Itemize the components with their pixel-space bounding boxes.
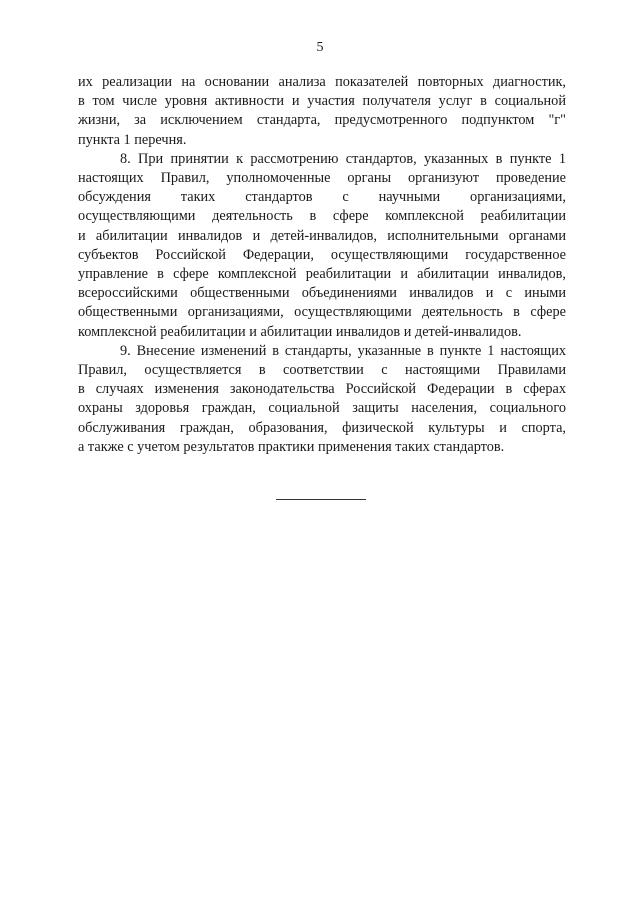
paragraph-continuation: [78, 73, 566, 150]
page-number: 5: [316, 40, 324, 55]
paragraph-item-8: [78, 150, 566, 342]
text-line: общественными организациями, осуществляющими деятельность в сфере: [78, 304, 566, 321]
text-line: обсуждения таких стандартов с научными организациями,: [78, 189, 566, 206]
text-line: и абилитации инвалидов и детей-инвалидов, исполнительными органами: [78, 227, 566, 244]
text-line: осуществляющими деятельность в сфере комплексной реабилитации: [78, 208, 566, 225]
text-line: в том числе уровня активности и участия получателя услуг в социальной: [78, 93, 566, 110]
text-line: пункта 1 перечня.: [78, 131, 187, 148]
text-line: Правил, осуществляется в соответствии с настоящими Правилами: [78, 362, 566, 379]
text-line: обслуживания граждан, образования, физической культуры и спорта,: [78, 419, 566, 436]
text-line: их реализации на основании анализа показателей повторных диагностик,: [78, 74, 566, 90]
text-line: управление в сфере комплексной реабилитации и абилитации инвалидов,: [78, 266, 566, 283]
document-body: [78, 73, 566, 457]
text-line: всероссийскими общественными объединениями инвалидов и с иными: [78, 285, 566, 302]
text-line: субъектов Российской Федерации, осуществляющими государственное: [78, 246, 566, 263]
text-line: а также с учетом результатов практики применения таких стандартов.: [78, 438, 505, 455]
text-line: 8. При принятии к рассмотрению стандартов, указанных в пункте 1: [120, 150, 566, 167]
paragraph-item-9: [78, 342, 566, 457]
end-separator-line: [276, 499, 366, 500]
text-line: в случаях изменения законодательства Российской Федерации в сферах: [78, 381, 566, 398]
text-line: охраны здоровья граждан, социальной защиты населения, социального: [78, 400, 566, 417]
text-line: комплексной реабилитации и абилитации инвалидов и детей-инвалидов.: [78, 323, 522, 340]
text-line: 9. Внесение изменений в стандарты, указанные в пункте 1 настоящих: [120, 342, 566, 359]
text-line: жизни, за исключением стандарта, предусмотренного подпунктом "г": [78, 112, 566, 129]
text-line: настоящих Правил, уполномоченные органы организуют проведение: [78, 170, 566, 187]
